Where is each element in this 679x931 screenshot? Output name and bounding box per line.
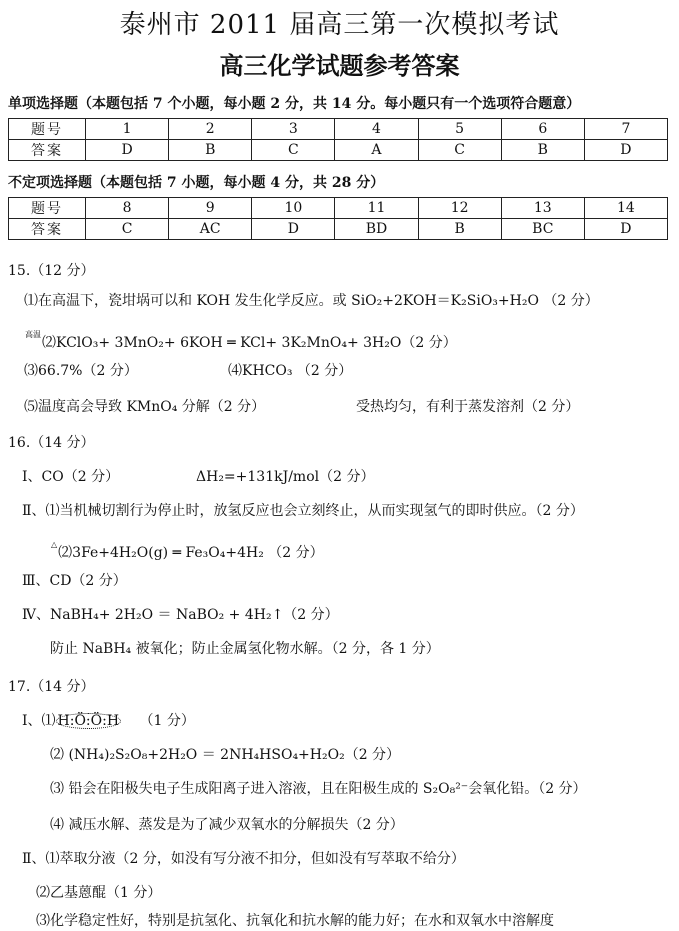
answer-cell: AC <box>169 219 252 240</box>
table-row <box>9 140 668 161</box>
table-row <box>9 119 668 140</box>
answer-cell: B <box>169 140 252 161</box>
answer-cell: D <box>584 140 667 161</box>
question-number: 12 <box>418 198 501 219</box>
question-number: 6 <box>501 119 584 140</box>
q15-part5-extra: 受热均匀，有利于蒸发溶剂（2 分） <box>356 399 580 415</box>
answer-cell: BC <box>501 219 584 240</box>
q17-part-i-3: ⑶ 铅会在阳极失电子生成阳离子进入溶液，且在阳极生成的 S₂O₈²⁻会氧化铅。（2 分） <box>50 781 587 797</box>
q15-part2 <box>24 326 457 352</box>
q16-part-i-dh: ΔH₂=+131kJ/mol（2 分） <box>196 469 375 485</box>
answer-cell: BD <box>335 219 418 240</box>
question-number: 13 <box>501 198 584 219</box>
q16-part-ii-2-condition: △ <box>51 540 58 549</box>
question-number: 2 <box>169 119 252 140</box>
answer-cell: A <box>335 140 418 161</box>
answer-cell: C <box>252 140 335 161</box>
electron-formula: H:Ö:Ö:H <box>57 713 120 729</box>
q17-part-i-1 <box>22 712 195 730</box>
multi-choice-heading: 不定项选择题（本题包括 7 小题，每小题 4 分，共 28 分） <box>8 175 385 191</box>
q17-part-ii-1: Ⅱ、⑴萃取分液（2 分，如没有写分液不扣分，但如没有写萃取不给分） <box>22 851 465 867</box>
row-label: 题号 <box>9 119 86 140</box>
q16-heading: 16.（14 分） <box>8 435 95 451</box>
single-choice-table <box>8 118 668 161</box>
question-number: 11 <box>335 198 418 219</box>
q17-part-i-4: ⑷ 减压水解、蒸发是为了减少双氧水的分解损失（2 分） <box>50 817 404 833</box>
q16-part-ii-1: Ⅱ、⑴当机械切割行为停止时，放氢反应也会立刻终止，从而实现氢气的即时供应。（2 分） <box>22 503 584 519</box>
question-number: 9 <box>169 198 252 219</box>
answer-cell: B <box>418 219 501 240</box>
question-number: 3 <box>252 119 335 140</box>
q15-part2-condition: 高温 <box>25 330 41 339</box>
q16-part-iv-note: 防止 NaBH₄ 被氧化；防止金属氢化物水解。（2 分，各 1 分） <box>50 641 440 657</box>
answer-cell: D <box>252 219 335 240</box>
row-label: 题号 <box>9 198 86 219</box>
table-row <box>9 219 668 240</box>
q17-part-ii-3: ⑶化学稳定性好，特别是抗氢化、抗氧化和抗水解的能力好；在水和双氧水中溶解度 <box>36 913 554 929</box>
single-choice-heading: 单项选择题（本题包括 7 个小题，每小题 2 分，共 14 分。每小题只有一个选项符合题意） <box>8 96 581 112</box>
q17-heading: 17.（14 分） <box>8 679 95 695</box>
answer-cell: D <box>86 140 169 161</box>
q17-part-i-1-prefix: Ⅰ、⑴ <box>22 713 56 729</box>
answer-cell: C <box>86 219 169 240</box>
question-number: 10 <box>252 198 335 219</box>
q17-part-i-1-score: （1 分） <box>139 713 195 729</box>
row-label: 答案 <box>9 140 86 161</box>
question-number: 5 <box>418 119 501 140</box>
q15-part3: ⑶66.7%（2 分） <box>24 363 138 379</box>
q15-heading: 15.（12 分） <box>8 263 95 279</box>
question-number: 4 <box>335 119 418 140</box>
exam-title: 泰州市 2011 届高三第一次模拟考试 <box>119 10 560 40</box>
q16-part-i: Ⅰ、CO（2 分） <box>22 469 120 485</box>
answer-cell: C <box>418 140 501 161</box>
row-label: 答案 <box>9 219 86 240</box>
q17-part-i-2: ⑵ (NH₄)₂S₂O₈+2H₂O ＝ 2NH₄HSO₄+H₂O₂（2 分） <box>50 747 401 763</box>
question-number: 14 <box>584 198 667 219</box>
q15-part2-text: ⑵KClO₃+ 3MnO₂+ 6KOH ═ KCl+ 3K₂MnO₄+ 3H₂O（2 分） <box>42 335 457 351</box>
q15-part4: ⑷KHCO₃ （2 分） <box>228 363 353 379</box>
q17-part-ii-2: ⑵乙基蒽醌（1 分） <box>36 885 162 901</box>
question-number: 7 <box>584 119 667 140</box>
q16-part-ii-2 <box>50 536 324 562</box>
multi-choice-table <box>8 197 668 240</box>
answer-cell: B <box>501 140 584 161</box>
table-row <box>9 198 668 219</box>
q16-part-iii: Ⅲ、CD（2 分） <box>22 573 127 589</box>
answer-cell: D <box>584 219 667 240</box>
q16-part-iv: Ⅳ、NaBH₄+ 2H₂O ＝ NaBO₂ + 4H₂↑（2 分） <box>22 607 339 623</box>
q15-part5: ⑸温度高会导致 KMnO₄ 分解（2 分） <box>24 399 266 415</box>
q16-part-ii-2-text: ⑵3Fe+4H₂O(g) ═ Fe₃O₄+4H₂ （2 分） <box>58 545 324 561</box>
question-number: 8 <box>86 198 169 219</box>
q15-part1: ⑴在高温下，瓷坩埚可以和 KOH 发生化学反应。或 SiO₂+2KOH＝K₂SiO₃+H₂O （2 分） <box>24 293 599 309</box>
answer-key-title: 高三化学试题参考答案 <box>219 51 460 80</box>
question-number: 1 <box>86 119 169 140</box>
